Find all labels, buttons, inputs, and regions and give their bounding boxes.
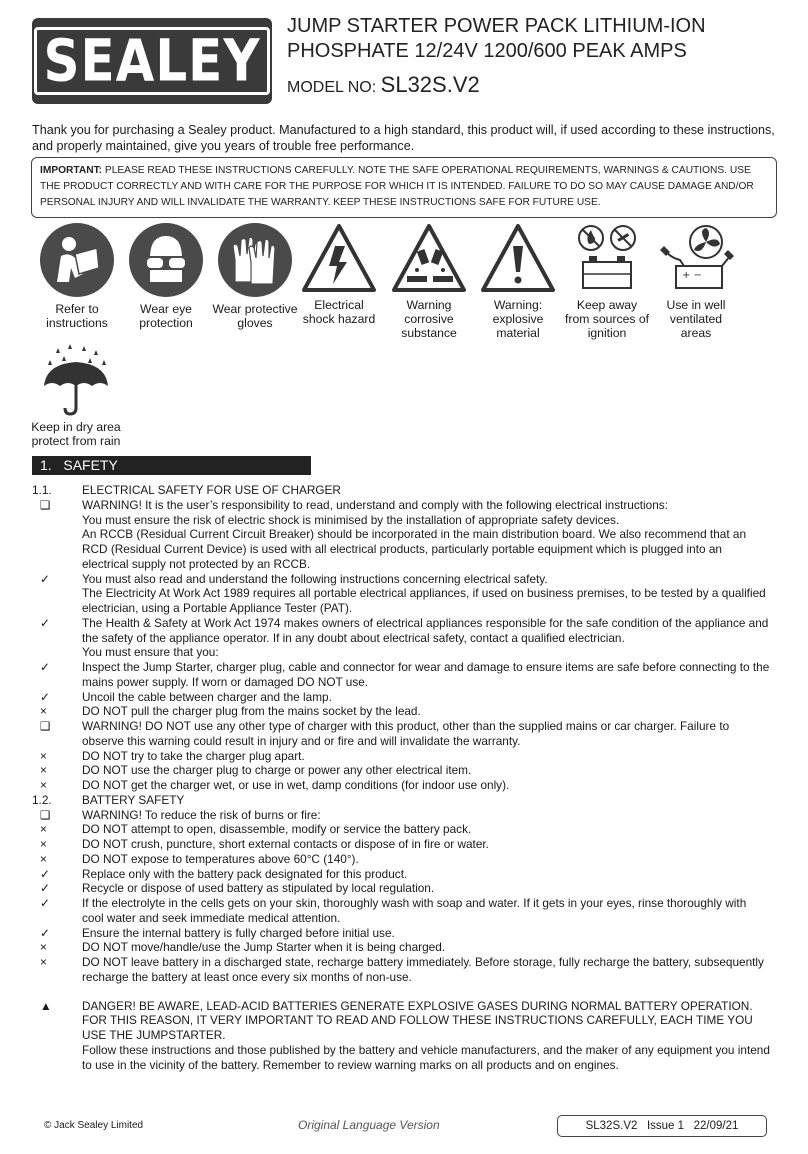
item-text: If the electrolyte in the cells gets on your skin, thoroughly wash with soap and water. If it gets in your eyes, rinse thoroughly with cool water and seek immediate medical attention. <box>82 896 747 925</box>
bullet-mark: × <box>40 704 47 719</box>
important-notice <box>31 157 777 218</box>
bullet-mark: × <box>40 940 47 955</box>
bullet-mark: × <box>40 822 47 837</box>
model-label: MODEL NO: <box>287 79 377 96</box>
bullet-mark <box>30 513 82 528</box>
icon-caption: Electrical shock hazard <box>302 298 376 326</box>
item-text: Follow these instructions and those published by the battery and vehicle manufacturers, and the maker of any equipment you intend to use in the vicinity of the battery. Remember to review warning marks on all products and on engines. <box>82 1042 770 1072</box>
icon-caption: Warning corrosive substance <box>401 298 457 340</box>
list-item <box>30 852 770 867</box>
bullet-mark: × <box>40 778 47 792</box>
svg-text:+ −: + − <box>682 270 702 281</box>
icon-eye-protection <box>127 222 205 330</box>
bullet-mark <box>30 1043 82 1073</box>
model-number <box>287 72 480 98</box>
list-item <box>30 867 770 882</box>
icon-caption: Use in well ventilated areas <box>666 298 726 340</box>
title-line-2: PHOSPHATE 12/24V 1200/600 PEAK AMPS <box>287 40 687 62</box>
bullet-mark: ❑ <box>40 807 51 822</box>
icon-caption: Refer to instructions <box>46 302 108 330</box>
item-text: The Health & Safety at Work Act 1974 makes owners of electrical appliances responsible for the safe condition of the appliance and the safety of the appliance operator. If in any doubt about electrical safety, contact a qualified electrician. <box>82 615 769 645</box>
subsection-number: 1.2. <box>32 792 52 807</box>
issue-box: SL32S.V2 Issue 1 22/09/21 <box>557 1115 767 1137</box>
bullet-mark: ✓ <box>40 881 50 896</box>
logo-text: SEALEY <box>43 27 261 95</box>
icon-explosive <box>479 222 557 340</box>
bullet-mark: ▲ <box>40 998 52 1013</box>
item-text: DANGER! BE AWARE, LEAD-ACID BATTERIES GENERATE EXPLOSIVE GASES DURING NORMAL BATTERY OPERATION. FOR THIS REASON, IT VERY IMPORTANT TO READ AND FOLLOW THESE INSTRUCTIONS CAREFULLY, EACH TIME YOU USE THE JUMPSTARTER. <box>82 998 753 1042</box>
list-item <box>30 896 770 926</box>
item-text: DO NOT leave battery in a discharged state, recharge battery immediately. Before storage, fully recharge the battery, subsequently recharge the battery at least once every six months of non-use. <box>82 955 764 984</box>
list-item <box>30 999 770 1043</box>
list-item <box>30 645 770 660</box>
icon-caption: Keep in dry area protect from rain <box>31 420 121 448</box>
list-item <box>30 763 770 778</box>
icon-caption: Wear protective gloves <box>212 302 298 330</box>
gloves-icon <box>217 222 293 298</box>
icon-ventilation <box>653 222 739 340</box>
icon-refer-instructions <box>38 222 116 330</box>
icon-caption: Keep away from sources of ignition <box>565 298 649 340</box>
no-ignition-icon <box>569 222 645 294</box>
bullet-mark: × <box>40 763 47 778</box>
electric-shock-icon <box>301 222 377 294</box>
list-item <box>30 749 770 764</box>
list-item <box>30 572 770 587</box>
bullet-mark <box>30 645 82 660</box>
important-text: PLEASE READ THESE INSTRUCTIONS CAREFULLY. NOTE THE SAFE OPERATIONAL REQUIREMENTS, WARNINGS & CAUTIONS. USE THE PRODUCT CORRECTLY AND WITH CARE FOR THE PURPOSE FOR WHICH IT IS INTENDED. FAILURE TO DO SO MAY CAUSE DAMAGE AND/OR PERSONAL INJURY AND WILL INVALIDATE THE WARRANTY. KEEP THESE INSTRUCTIONS SAFE FOR FUTURE USE. <box>40 165 754 208</box>
umbrella-icon <box>38 340 114 416</box>
list-item <box>30 1043 770 1073</box>
title-line-1: JUMP STARTER POWER PACK LITHIUM-ION <box>287 15 706 37</box>
bullet-mark <box>30 586 82 616</box>
icon-no-ignition <box>564 222 650 340</box>
safety-body <box>30 483 770 1072</box>
list-item <box>30 704 770 719</box>
bullet-mark: ✓ <box>40 925 50 940</box>
section-heading <box>32 456 311 475</box>
list-item <box>30 926 770 941</box>
intro-text: Thank you for purchasing a Sealey product. Manufactured to a high standard, this product will, if used according to these instructions, and properly maintained, give you years of trouble free performance. <box>32 123 775 153</box>
explosive-icon <box>480 222 556 294</box>
item-text: DO NOT move/handle/use the Jump Starter when it is being charged. <box>82 940 446 955</box>
bullet-mark: ✓ <box>40 896 50 910</box>
list-item <box>30 527 770 571</box>
language-version: Original Language Version <box>298 1118 440 1132</box>
bullet-mark: ✓ <box>40 689 50 704</box>
list-item <box>30 719 770 749</box>
item-text: WARNING! To reduce the risk of burns or fire: <box>82 807 321 822</box>
icon-protective-gloves <box>212 222 298 330</box>
subsection-heading <box>30 793 770 808</box>
bullet-mark: × <box>40 955 47 969</box>
list-item <box>30 808 770 823</box>
subsection-heading <box>30 483 770 498</box>
list-item <box>30 690 770 705</box>
item-text: An RCCB (Residual Current Circuit Breaker) should be incorporated in the main distribution board. We also recommend that an RCD (Residual Current Device) is used with all electrical products, particularly portable equipment which is plugged into an electrical supply not protected by an RCCB. <box>82 527 747 571</box>
icon-caption: Wear eye protection <box>139 302 193 330</box>
item-text: You must ensure the risk of electric shock is minimised by the installation of appropriate safety devices. <box>82 512 620 527</box>
bullet-mark: × <box>40 837 47 851</box>
spacer <box>30 985 770 999</box>
icon-dry-area <box>30 340 122 448</box>
list-item <box>30 616 770 646</box>
item-text: DO NOT expose to temperatures above 60°C (140°). <box>82 851 359 866</box>
item-text: Recycle or dispose of used battery as stipulated by local regulation. <box>82 881 435 896</box>
icon-caption: Warning: explosive material <box>492 298 544 340</box>
list-item <box>30 822 770 837</box>
item-text: Inspect the Jump Starter, charger plug, cable and connector for wear and damage to ensure items are safe before connecting to the mains power supply. If worn or damaged DO NOT use. <box>82 660 770 689</box>
icon-corrosive <box>390 222 468 340</box>
bullet-mark: × <box>40 748 47 763</box>
bullet-mark: × <box>40 851 47 866</box>
list-item <box>30 778 770 793</box>
model-value: SL32S.V2 <box>380 72 480 97</box>
list-item <box>30 881 770 896</box>
list-item <box>30 955 770 985</box>
item-text: DO NOT crush, puncture, short external contacts or dispose of in fire or water. <box>82 837 489 851</box>
product-title <box>287 14 706 64</box>
list-item <box>30 498 770 513</box>
copyright: © Jack Sealey Limited <box>44 1120 144 1131</box>
ventilation-icon <box>658 222 734 294</box>
item-text: BATTERY SAFETY <box>82 792 185 807</box>
item-text: DO NOT attempt to open, disassemble, modify or service the battery pack. <box>82 822 472 837</box>
item-text: DO NOT use the charger plug to charge or power any other electrical item. <box>82 763 472 778</box>
item-text: Replace only with the battery pack designated for this product. <box>82 866 408 881</box>
list-item <box>30 837 770 852</box>
icon-electric-shock <box>300 222 378 326</box>
list-item <box>30 586 770 616</box>
item-text: You must ensure that you: <box>82 645 219 660</box>
subsection-number: 1.1. <box>32 483 52 497</box>
item-text: DO NOT try to take the charger plug apart. <box>82 748 305 763</box>
important-label: IMPORTANT: <box>40 165 103 176</box>
bullet-mark: ❑ <box>40 719 51 733</box>
item-text: WARNING! DO NOT use any other type of charger with this product, other than the supplied mains or car charger. Failure to observe this warning could result in injury and or fire and will invalidate the warranty. <box>82 719 730 748</box>
item-text: The Electricity At Work Act 1989 requires all portable electrical appliances, if used on business premises, to be tested by a qualified electrician, using a Portable Appliance Tester (PAT). <box>82 586 766 615</box>
bullet-mark <box>30 527 82 571</box>
list-item <box>30 660 770 690</box>
item-text: DO NOT pull the charger plug from the mains socket by the lead. <box>82 704 421 719</box>
section-number: 1. <box>40 457 52 473</box>
item-text: ELECTRICAL SAFETY FOR USE OF CHARGER <box>82 483 341 497</box>
book-reader-icon <box>39 222 115 298</box>
goggles-icon <box>128 222 204 298</box>
bullet-mark: ❑ <box>40 497 51 512</box>
bullet-mark: ✓ <box>40 615 50 630</box>
bullet-mark: ✓ <box>40 866 50 881</box>
item-text: Uncoil the cable between charger and the lamp. <box>82 689 332 704</box>
item-text: WARNING! It is the user’s responsibility to read, understand and comply with the following electrical instructions: <box>82 497 668 512</box>
item-text: You must also read and understand the following instructions concerning electrical safety. <box>82 571 548 586</box>
bullet-mark: ✓ <box>40 571 50 586</box>
section-title: SAFETY <box>63 457 118 473</box>
item-text: DO NOT get the charger wet, or use in wet, damp conditions (for indoor use only). <box>82 778 510 792</box>
item-text: Ensure the internal battery is fully charged before initial use. <box>82 925 395 940</box>
corrosive-icon <box>391 222 467 294</box>
bullet-mark: ✓ <box>40 660 50 674</box>
list-item <box>30 940 770 955</box>
list-item <box>30 513 770 528</box>
sealey-logo <box>32 18 272 104</box>
